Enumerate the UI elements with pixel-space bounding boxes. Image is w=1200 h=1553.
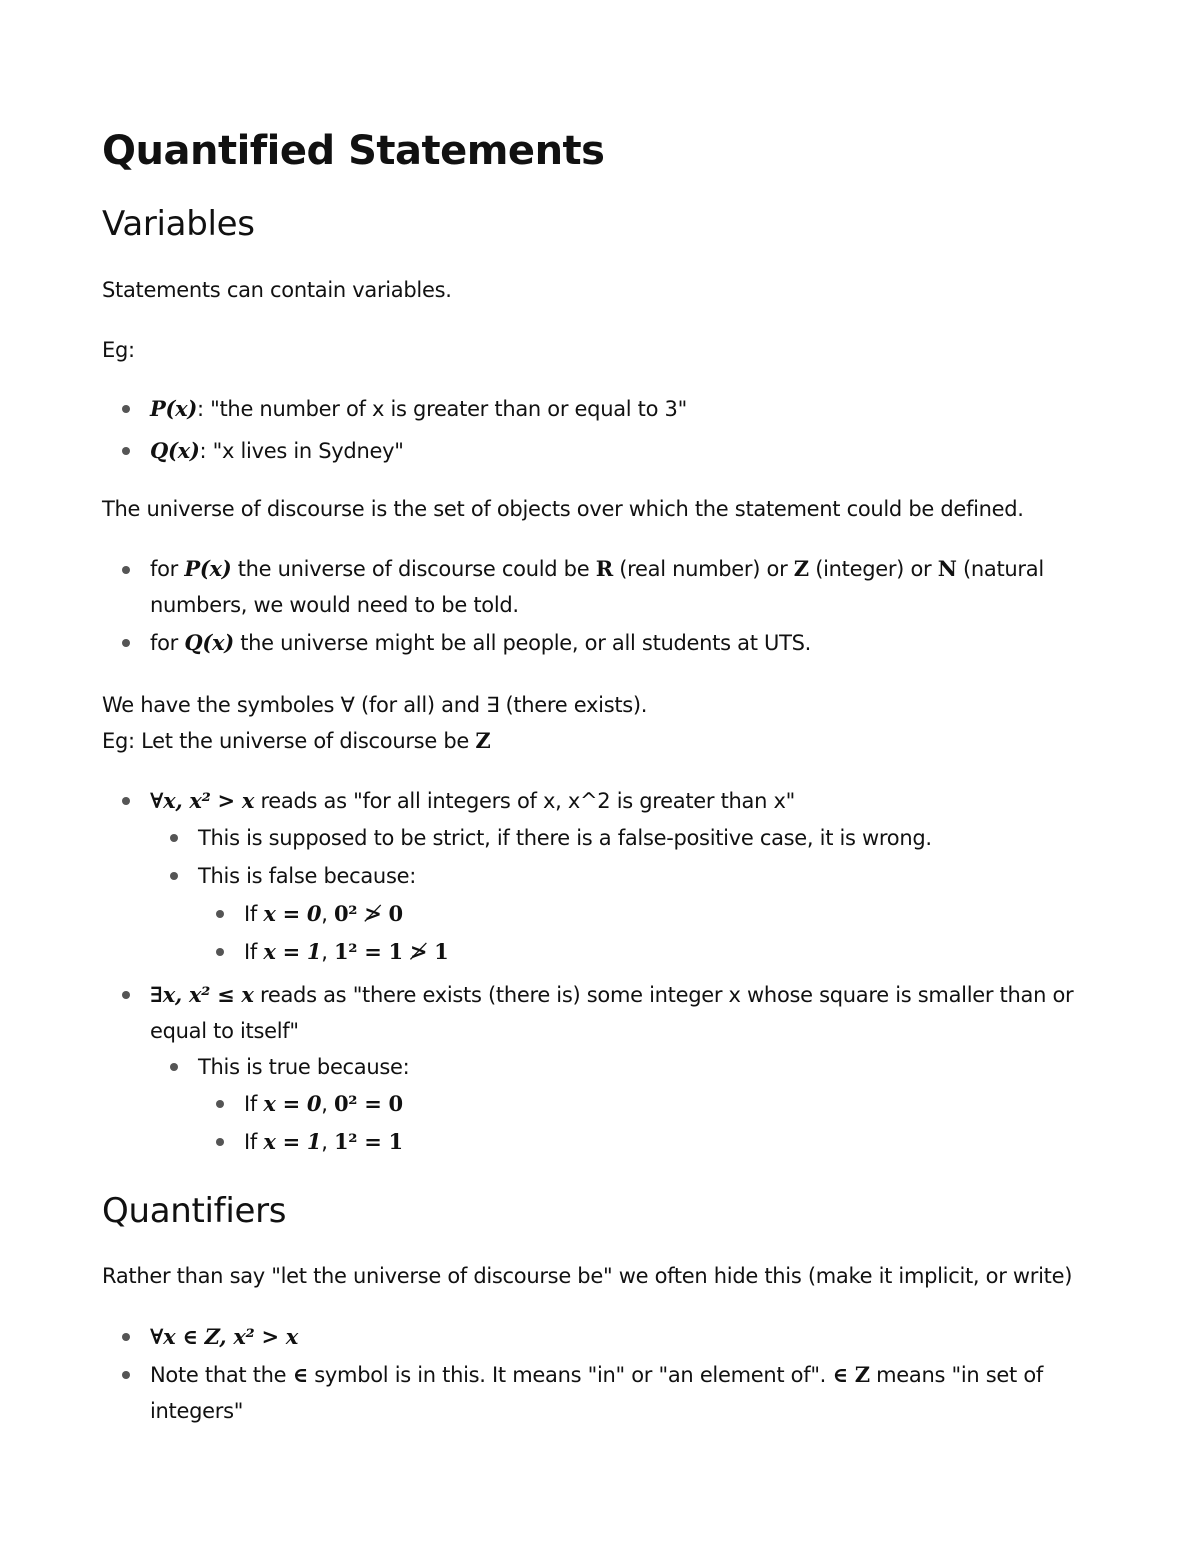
math-expression: x = 0 — [263, 1091, 322, 1116]
section-heading-variables: Variables — [102, 204, 255, 244]
element-of-symbol: ∈ — [292, 1362, 308, 1387]
text: , — [321, 902, 334, 926]
math-expression: P(x) — [184, 556, 232, 581]
bullet-icon — [216, 910, 224, 918]
list-item-element-of-line2: integers" — [150, 1399, 244, 1423]
bullet-icon — [122, 991, 130, 999]
case-item — [244, 1086, 403, 1122]
bullet-icon — [122, 566, 130, 574]
list-item-universe-p-line2: numbers, we would need to be told. — [150, 593, 519, 617]
paragraph-eg2 — [102, 723, 490, 759]
paragraph-eg: Eg: — [102, 338, 135, 362]
case-item — [244, 1124, 403, 1160]
text: , — [321, 1130, 334, 1154]
bullet-icon — [122, 797, 130, 805]
list-item-universe-p — [150, 551, 1044, 587]
sub-item-strict: This is supposed to be strict, if there is a false-positive case, it is wrong. — [198, 826, 932, 850]
bullet-icon — [122, 639, 130, 647]
list-item-text: : "the number of x is greater than or equal to 3" — [196, 397, 687, 421]
list-item-forall — [150, 783, 795, 819]
text: for — [150, 557, 185, 581]
set-symbol-z: Z — [475, 728, 491, 753]
text: (integer) or — [808, 557, 938, 581]
text: for — [150, 631, 185, 655]
bullet-icon — [122, 1371, 130, 1379]
bullet-icon — [122, 447, 130, 455]
text: reads as "there exists (there is) some integer x whose square is smaller than or — [253, 983, 1074, 1007]
set-symbol-r: R — [595, 556, 613, 581]
text: means "in set of — [869, 1363, 1043, 1387]
text: , — [321, 940, 334, 964]
text: (real number) or — [612, 557, 794, 581]
list-item-p — [150, 391, 687, 427]
section-heading-quantifiers: Quantifiers — [102, 1191, 287, 1231]
list-item-exists — [150, 977, 1073, 1013]
bullet-icon — [170, 834, 178, 842]
math-expression: 0² ≯ 0 — [334, 901, 403, 926]
text: the universe of discourse could be — [231, 557, 596, 581]
list-item-q — [150, 433, 404, 469]
text: If — [244, 940, 264, 964]
math-expression: x = 1 — [263, 939, 322, 964]
list-item-universe-q — [150, 625, 811, 661]
set-symbol-n: N — [937, 556, 957, 581]
paragraph-quantifiers-intro: Rather than say "let the universe of discourse be" we often hide this (make it implicit, or write) — [102, 1264, 1073, 1288]
text: , — [321, 1092, 334, 1116]
page-title: Quantified Statements — [102, 128, 605, 174]
text: Eg: Let the universe of discourse be — [102, 729, 476, 753]
list-item-text: : "x lives in Sydney" — [199, 439, 404, 463]
math-expression: ∃x, x² ≤ x — [150, 982, 254, 1007]
math-expression: ∀x, x² > x — [150, 788, 255, 813]
bullet-icon — [122, 405, 130, 413]
math-expression: ∈ Z — [832, 1362, 870, 1387]
bullet-icon — [216, 948, 224, 956]
text: the universe might be all people, or all students at UTS. — [233, 631, 812, 655]
text: symbol is in this. It means "in" or "an element of". — [307, 1363, 833, 1387]
math-expression: x = 1 — [263, 1129, 322, 1154]
list-item-exists-line2: equal to itself" — [150, 1019, 299, 1043]
case-item — [244, 934, 448, 970]
text: reads as "for all integers of x, x^2 is greater than x" — [254, 789, 795, 813]
math-expression: ∀x ∈ Z, x² > x — [150, 1324, 298, 1349]
math-expression: x = 0 — [263, 901, 322, 926]
text: If — [244, 902, 264, 926]
paragraph-intro: Statements can contain variables. — [102, 278, 452, 302]
case-item — [244, 896, 403, 932]
bullet-icon — [170, 872, 178, 880]
sub-item-true: This is true because: — [198, 1055, 410, 1079]
paragraph-universe: The universe of discourse is the set of objects over which the statement could be defined. — [102, 497, 1024, 521]
list-item-forall-in-z — [150, 1319, 298, 1355]
bullet-icon — [216, 1138, 224, 1146]
list-item-element-of — [150, 1357, 1043, 1393]
math-expression: 1² = 1 ≯ 1 — [334, 939, 449, 964]
bullet-icon — [122, 1333, 130, 1341]
math-expression: Q(x) — [150, 438, 200, 463]
text: Note that the — [150, 1363, 293, 1387]
math-expression: 1² = 1 — [334, 1129, 403, 1154]
math-expression: P(x) — [150, 396, 197, 421]
math-expression: Q(x) — [184, 630, 234, 655]
sub-item-false: This is false because: — [198, 864, 416, 888]
text: If — [244, 1092, 264, 1116]
bullet-icon — [216, 1100, 224, 1108]
math-expression: 0² = 0 — [334, 1091, 403, 1116]
bullet-icon — [170, 1063, 178, 1071]
set-symbol-z: Z — [793, 556, 809, 581]
text: If — [244, 1130, 264, 1154]
text: (natural — [956, 557, 1044, 581]
paragraph-symbols: We have the symboles ∀ (for all) and ∃ (there exists). — [102, 693, 648, 717]
